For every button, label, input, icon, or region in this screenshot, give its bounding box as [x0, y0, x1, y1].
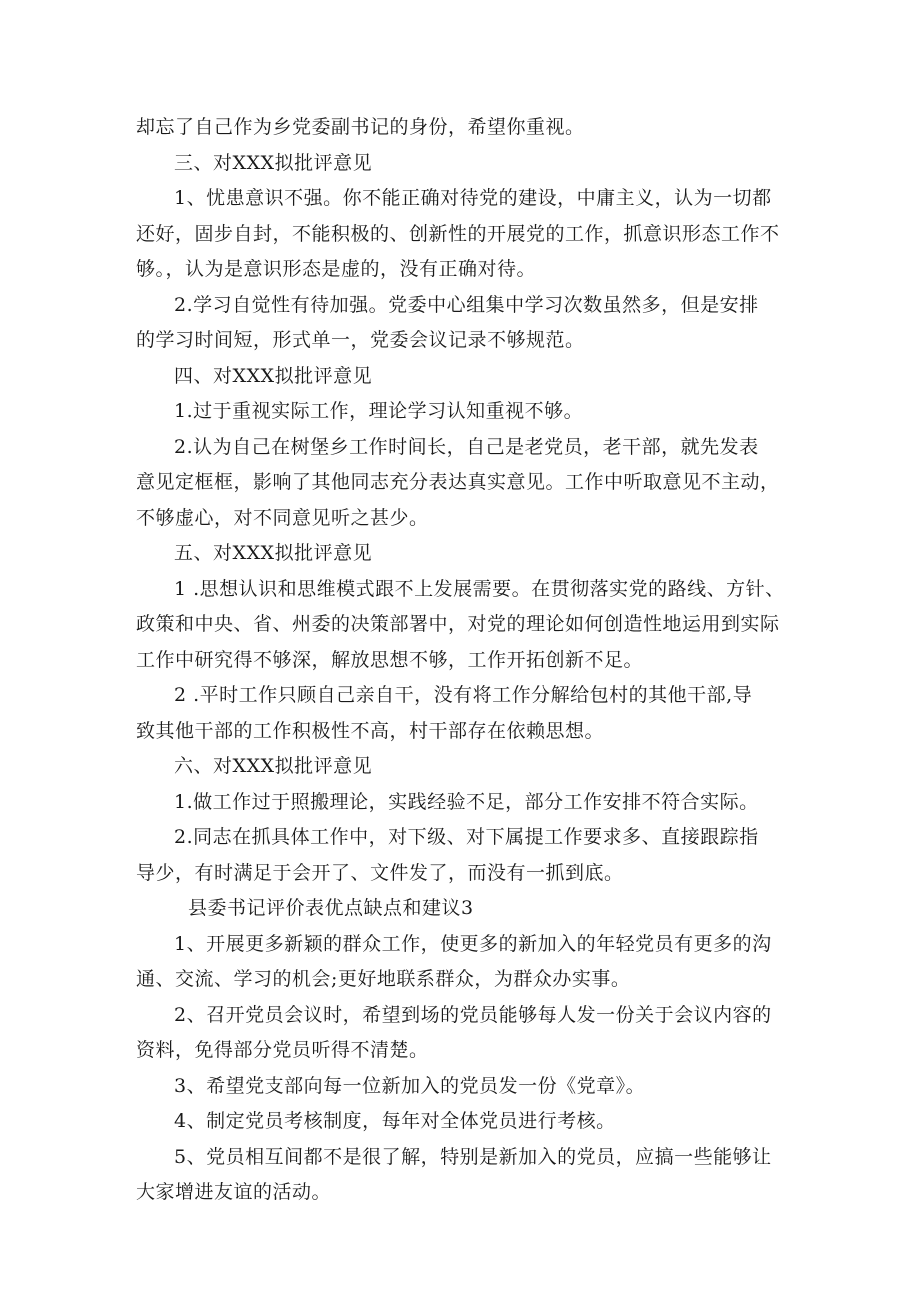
paragraph-line: 2.同志在抓具体工作中，对下级、对下属提工作要求多、直接跟踪指 — [174, 826, 759, 848]
paragraph-line: 资料，免得部分党员听得不清楚。 — [136, 1039, 429, 1061]
paragraph-line: 1.过于重视实际工作，理论学习认知重视不够。 — [174, 400, 584, 422]
section-heading: 四、对XXX拟批评意见 — [174, 364, 373, 387]
paragraph-line: 5、党员相互间都不是很了解，特别是新加入的党员，应搞一些能够让 — [174, 1145, 772, 1168]
paragraph-line: 工作中研究得不够深，解放思想不够，工作开拓创新不足。 — [136, 648, 644, 671]
paragraph-line: 2、召开党员会议时，希望到场的党员能够每人发一份关于会议内容的 — [174, 1003, 772, 1026]
paragraph-line: 致其他干部的工作积极性不高，村干部存在依赖思想。 — [136, 719, 605, 742]
paragraph-line: 的学习时间短，形式单一，党委会议记录不够规范。 — [136, 329, 585, 351]
document-body — [136, 110, 796, 1211]
paragraph-line: 3、希望党支部向每一位新加入的党员发一份《党章》。 — [174, 1074, 646, 1097]
paragraph-line: 却忘了自己作为乡党委副书记的身份，希望你重视。 — [136, 116, 585, 138]
paragraph-line: 够。，认为是意识形态是虚的，没有正确对待。 — [136, 258, 537, 280]
section-heading: 三、对XXX拟批评意见 — [174, 151, 373, 174]
paragraph-line: 1.做工作过于照搬理论，实践经验不足，部分工作安排不符合实际。 — [174, 790, 759, 813]
section-heading: 五、对XXX拟批评意见 — [174, 542, 373, 564]
paragraph-line: 2.认为自己在树堡乡工作时间长，自己是老党员，老干部，就先发表 — [174, 435, 759, 458]
paragraph-line: 意见定框框，影响了其他同志充分表达真实意见。工作中听取意见不主动， — [136, 471, 780, 493]
paragraph-line: 政策和中央、省、州委的决策部署中，对党的理论如何创造性地运用到实际 — [136, 613, 780, 635]
paragraph-line: 1、开展更多新颖的群众工作，使更多的新加入的年轻党员有更多的沟 — [174, 932, 772, 955]
paragraph-line: 1 .思想认识和思维模式跟不上发展需要。在贯彻落实党的路线、方针、 — [174, 577, 785, 600]
paragraph-line: 导少，有时满足于会开了、文件发了，而没有一抓到底。 — [136, 861, 624, 884]
section-title: 县委书记评价表优点缺点和建议3 — [188, 897, 474, 919]
paragraph-line: 1、忧患意识不强。你不能正确对待党的建设，中庸主义，认为一切都 — [174, 187, 772, 209]
paragraph-line: 2.学习自觉性有待加强。党委中心组集中学习次数虽然多，但是安排 — [174, 293, 759, 316]
section-heading: 六、对XXX拟批评意见 — [174, 755, 373, 777]
paragraph-line: 不够虚心，对不同意见听之甚少。 — [136, 506, 429, 529]
paragraph-line: 通、交流、学习的机会;更好地联系群众，为群众办实事。 — [136, 968, 631, 990]
paragraph-line: 2 .平时工作只顾自己亲自干，没有将工作分解给包村的其他干部,导 — [174, 684, 753, 706]
paragraph-line: 还好，固步自封，不能积极的、创新性的开展党的工作，抓意识形态工作不 — [136, 222, 780, 245]
paragraph-line: 大家增进友谊的活动。 — [136, 1181, 332, 1203]
paragraph-line: 4、制定党员考核制度，每年对全体党员进行考核。 — [174, 1110, 616, 1132]
